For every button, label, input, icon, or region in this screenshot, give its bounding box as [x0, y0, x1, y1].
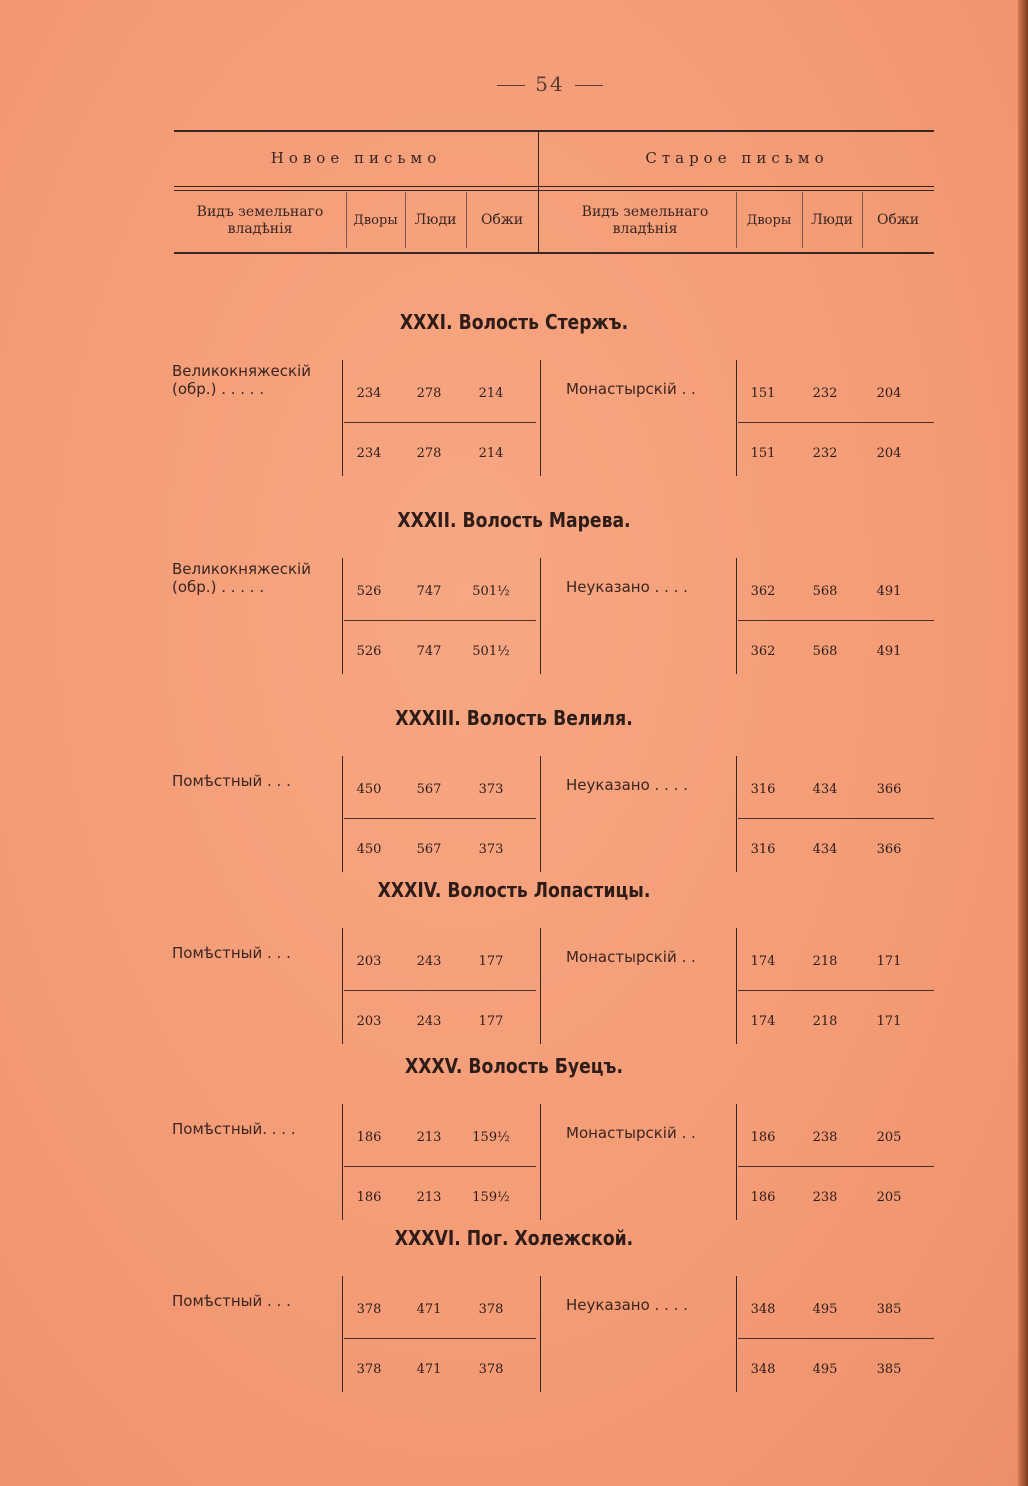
old-total-cell: 174 [750, 1014, 776, 1029]
total-rule [738, 818, 934, 819]
old-value-cell: 495 [812, 1302, 838, 1317]
new-value-cell: 567 [416, 782, 442, 797]
col-old-type: Видъ земельнаго владѣнія [581, 204, 709, 237]
new-total-cell: 501½ [472, 644, 510, 659]
new-value-cell: 186 [356, 1130, 382, 1145]
page-number: 54 [535, 72, 565, 96]
table-header [174, 130, 934, 254]
old-total-cell: 205 [876, 1190, 902, 1205]
section-title: XXXIII. Волость Велиля. [395, 706, 633, 730]
new-value-cell: 278 [416, 386, 442, 401]
old-value-cell: 568 [812, 584, 838, 599]
new-value-cell: 378 [478, 1302, 504, 1317]
new-value-cell: 526 [356, 584, 382, 599]
new-total-cell: 378 [356, 1362, 382, 1377]
new-total-cell: 234 [356, 446, 382, 461]
old-total-cell: 568 [812, 644, 838, 659]
old-value-cell: 362 [750, 584, 776, 599]
old-land-type: Неуказано . . . . [566, 578, 688, 596]
col-old-people: Люди [811, 212, 853, 228]
old-total-cell: 151 [750, 446, 776, 461]
new-value-cell: 203 [356, 954, 382, 969]
old-total-cell: 204 [876, 446, 902, 461]
new-total-cell: 243 [416, 1014, 442, 1029]
column-rule [342, 756, 343, 872]
total-rule [344, 990, 536, 991]
old-value-cell: 186 [750, 1130, 776, 1145]
new-value-cell: 747 [416, 584, 442, 599]
old-total-cell: 232 [812, 446, 838, 461]
col-new-type: Видъ земельнаго владѣнія [196, 204, 324, 237]
old-land-type: Неуказано . . . . [566, 776, 688, 794]
column-rule [540, 360, 541, 476]
section-title: XXXV. Волость Буецъ. [405, 1054, 623, 1078]
column-rule [342, 1104, 343, 1220]
new-value-cell: 373 [478, 782, 504, 797]
new-value-cell: 501½ [472, 584, 510, 599]
new-total-cell: 213 [416, 1190, 442, 1205]
new-total-cell: 177 [478, 1014, 504, 1029]
new-total-cell: 471 [416, 1362, 442, 1377]
old-value-cell: 366 [876, 782, 902, 797]
old-total-cell: 385 [876, 1362, 902, 1377]
col-old-obzhi: Обжи [876, 212, 920, 228]
old-value-cell: 385 [876, 1302, 902, 1317]
new-land-type: Помѣстный. . . . [172, 1120, 296, 1138]
new-land-type: Великокняжескій (обр.) . . . . . [172, 560, 311, 596]
column-rule [540, 756, 541, 872]
column-rule [736, 360, 737, 476]
old-total-cell: 491 [876, 644, 902, 659]
old-value-cell: 348 [750, 1302, 776, 1317]
col-new-people: Люди [414, 212, 457, 228]
column-rule [540, 1276, 541, 1392]
new-value-cell: 378 [356, 1302, 382, 1317]
section-title: XXXI. Волость Стержъ. [399, 310, 629, 334]
old-value-cell: 218 [812, 954, 838, 969]
new-total-cell: 450 [356, 842, 382, 857]
column-rule [736, 756, 737, 872]
col-new-households: Дворы [353, 213, 398, 228]
old-total-cell: 366 [876, 842, 902, 857]
old-total-cell: 316 [750, 842, 776, 857]
old-land-type: Неуказано . . . . [566, 1296, 688, 1314]
page-number-line [0, 72, 1028, 96]
new-land-type: Великокняжескій (обр.) . . . . . [172, 362, 311, 398]
col-new-obzhi: Обжи [480, 212, 524, 228]
new-land-type: Помѣстный . . . [172, 1292, 291, 1310]
old-value-cell: 232 [812, 386, 838, 401]
old-value-cell: 238 [812, 1130, 838, 1145]
new-letter-heading: Новое письмо [270, 149, 442, 167]
old-total-cell: 238 [812, 1190, 838, 1205]
page-edge [1018, 0, 1028, 1486]
old-value-cell: 174 [750, 954, 776, 969]
old-total-cell: 171 [876, 1014, 902, 1029]
section-title: XXXIV. Волость Лопастицы. [377, 878, 651, 902]
total-rule [344, 1338, 536, 1339]
old-total-cell: 348 [750, 1362, 776, 1377]
old-value-cell: 491 [876, 584, 902, 599]
old-value-cell: 171 [876, 954, 902, 969]
column-rule [342, 1276, 343, 1392]
total-rule [738, 620, 934, 621]
column-rule [540, 928, 541, 1044]
total-rule [738, 990, 934, 991]
new-land-type: Помѣстный . . . [172, 944, 291, 962]
old-value-cell: 316 [750, 782, 776, 797]
new-total-cell: 747 [416, 644, 442, 659]
old-land-type: Монастырскій . . [566, 1124, 696, 1142]
new-value-cell: 471 [416, 1302, 442, 1317]
old-letter-heading: Старое письмо [645, 149, 829, 167]
new-value-cell: 214 [478, 386, 504, 401]
section-title: XXXII. Волость Марева. [397, 508, 631, 532]
old-total-cell: 362 [750, 644, 776, 659]
new-value-cell: 243 [416, 954, 442, 969]
old-value-cell: 151 [750, 386, 776, 401]
old-land-type: Монастырскій . . [566, 380, 696, 398]
new-value-cell: 159½ [472, 1130, 510, 1145]
column-rule [736, 928, 737, 1044]
new-total-cell: 373 [478, 842, 504, 857]
new-land-type: Помѣстный . . . [172, 772, 291, 790]
column-rule [342, 928, 343, 1044]
new-total-cell: 567 [416, 842, 442, 857]
new-value-cell: 213 [416, 1130, 442, 1145]
old-land-type: Монастырскій . . [566, 948, 696, 966]
new-total-cell: 159½ [472, 1190, 510, 1205]
section-title: XXXVI. Пог. Холежской. [394, 1226, 634, 1250]
col-old-households: Дворы [746, 213, 792, 228]
column-rule [342, 558, 343, 674]
new-value-cell: 234 [356, 386, 382, 401]
new-value-cell: 450 [356, 782, 382, 797]
new-total-cell: 526 [356, 644, 382, 659]
new-total-cell: 203 [356, 1014, 382, 1029]
new-total-cell: 278 [416, 446, 442, 461]
total-rule [738, 422, 934, 423]
column-rule [540, 1104, 541, 1220]
total-rule [738, 1338, 934, 1339]
old-value-cell: 205 [876, 1130, 902, 1145]
old-total-cell: 434 [812, 842, 838, 857]
old-value-cell: 204 [876, 386, 902, 401]
total-rule [344, 422, 536, 423]
total-rule [344, 620, 536, 621]
column-rule [736, 1276, 737, 1392]
new-total-cell: 186 [356, 1190, 382, 1205]
old-total-cell: 495 [812, 1362, 838, 1377]
column-rule [540, 558, 541, 674]
old-total-cell: 218 [812, 1014, 838, 1029]
new-value-cell: 177 [478, 954, 504, 969]
total-rule [738, 1166, 934, 1167]
total-rule [344, 818, 536, 819]
old-value-cell: 434 [812, 782, 838, 797]
new-total-cell: 214 [478, 446, 504, 461]
new-total-cell: 378 [478, 1362, 504, 1377]
old-total-cell: 186 [750, 1190, 776, 1205]
total-rule [344, 1166, 536, 1167]
column-rule [736, 558, 737, 674]
column-rule [736, 1104, 737, 1220]
column-rule [342, 360, 343, 476]
